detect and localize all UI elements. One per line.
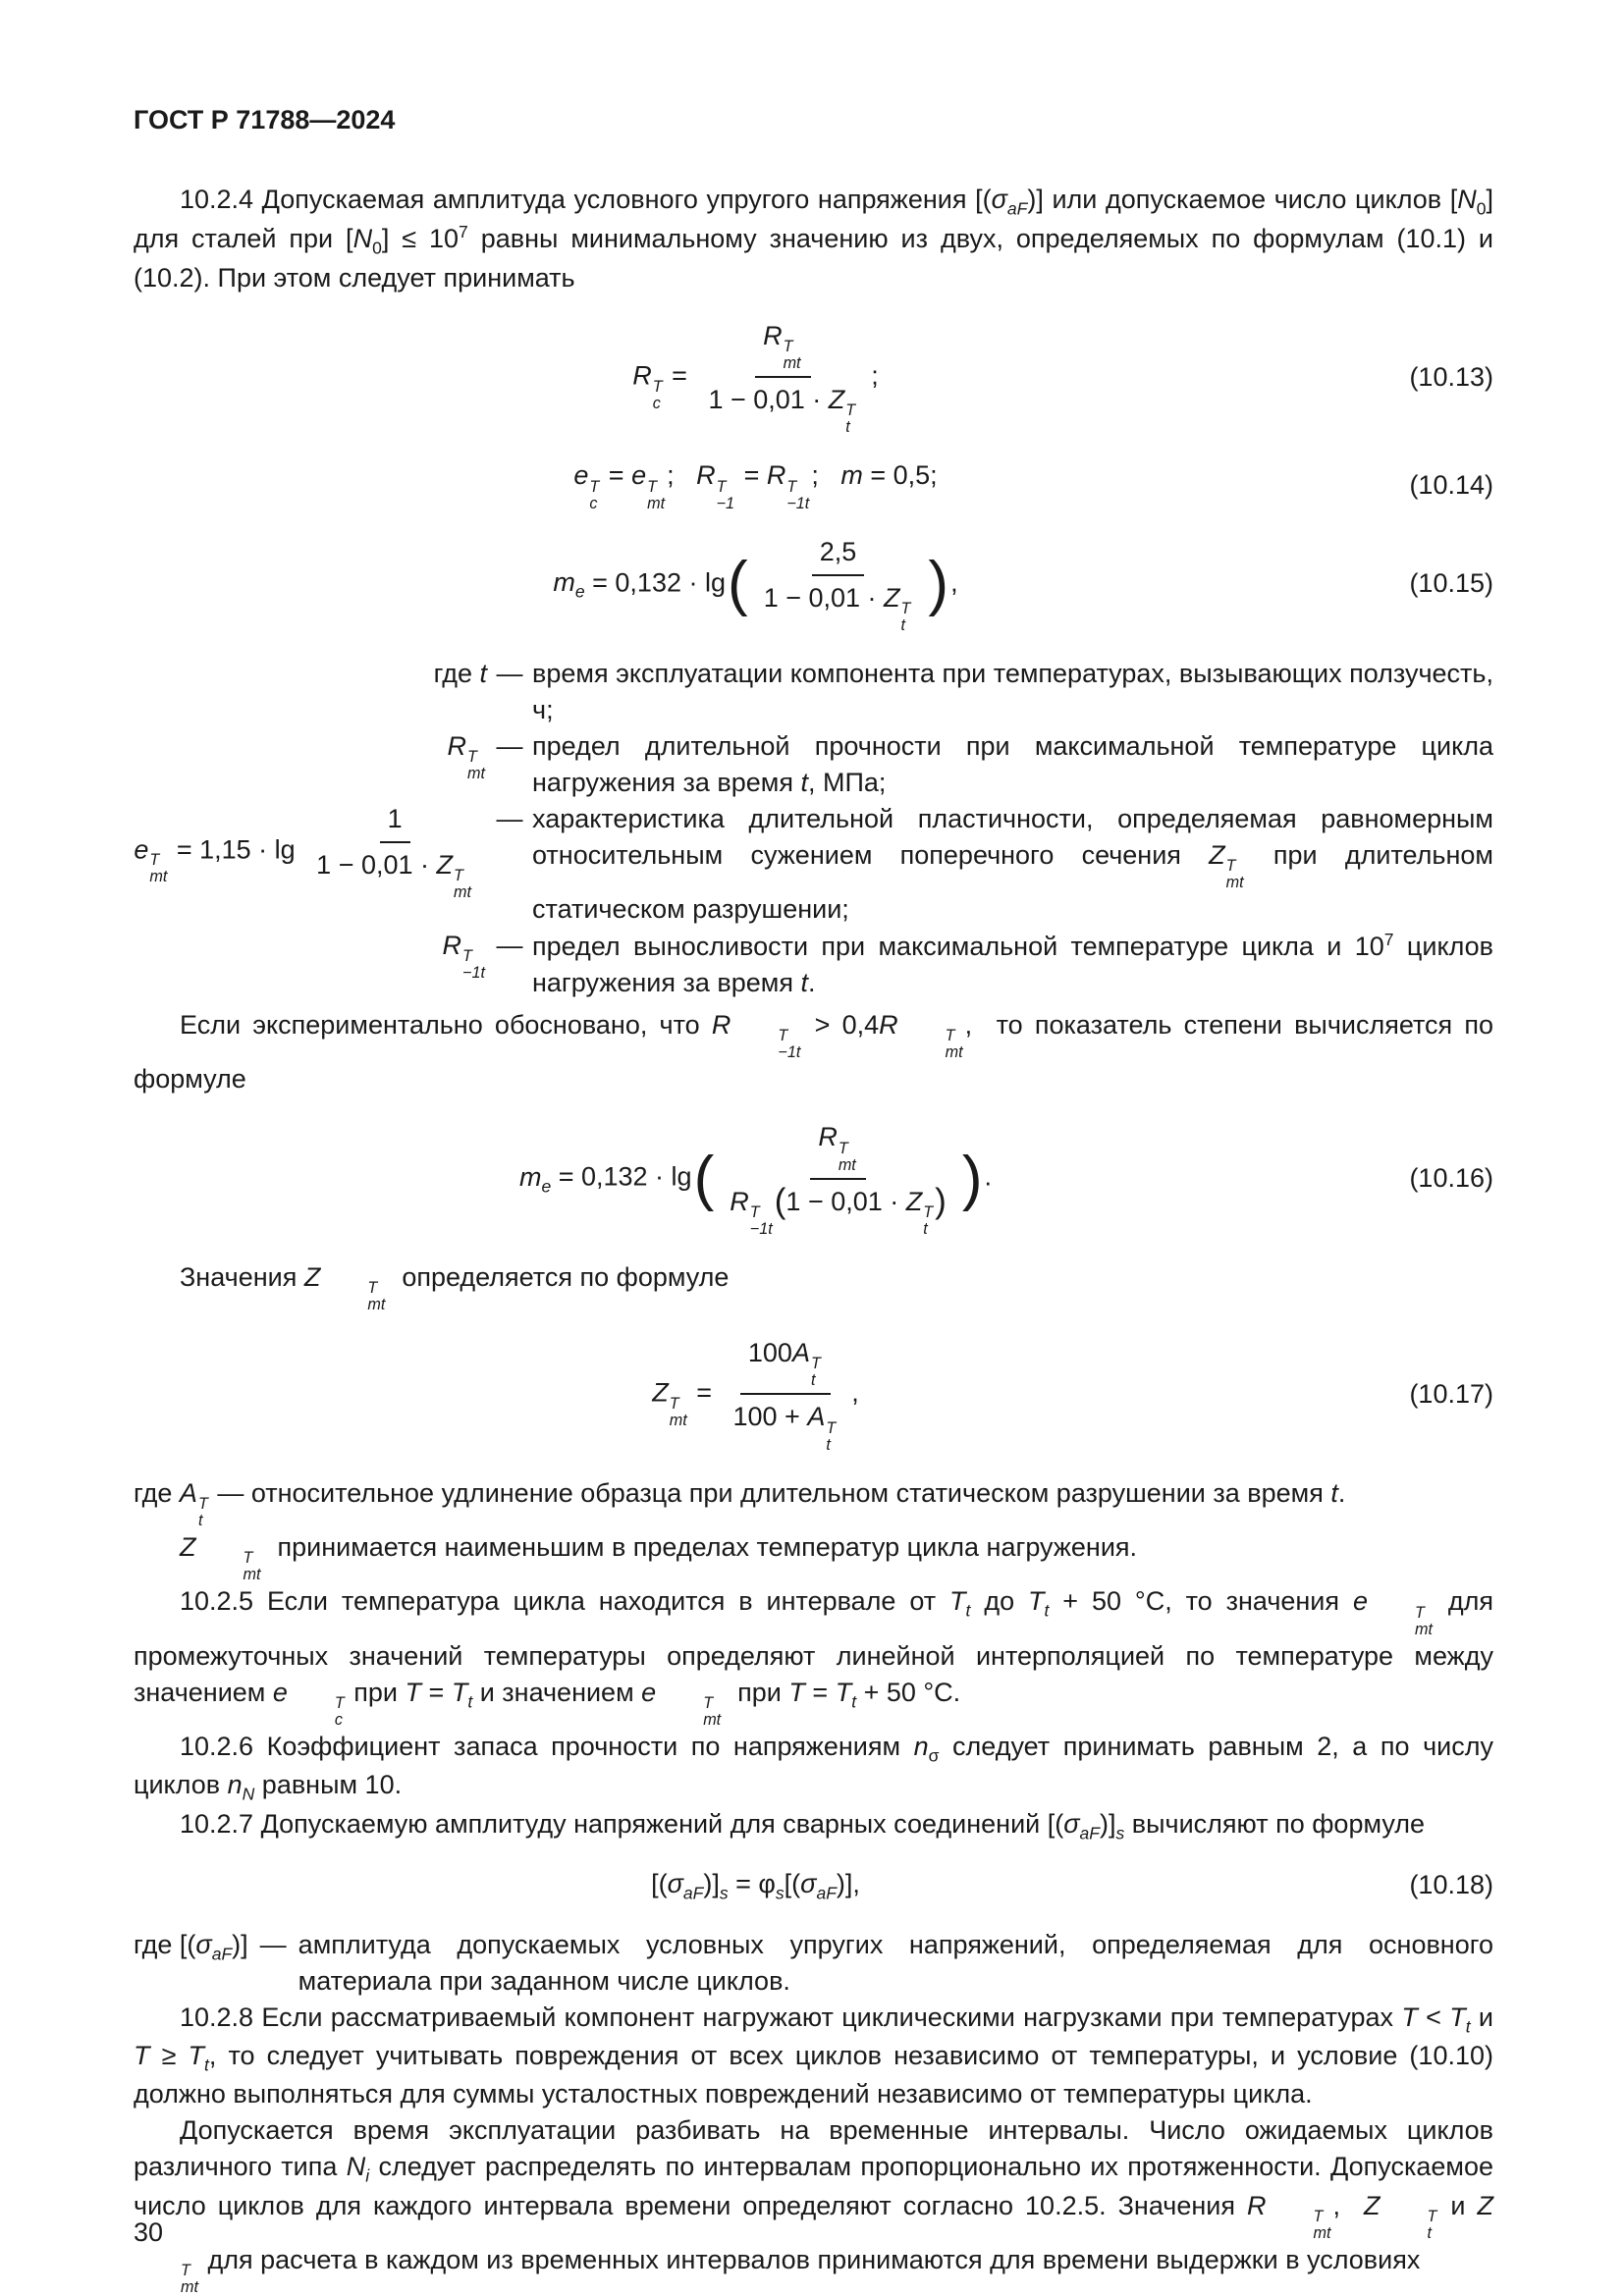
- definition-term: e T mt = 1,15 · lg 1 1 − 0,01 · Z T mt: [134, 801, 487, 901]
- document-header: ГОСТ Р 71788—2024: [134, 105, 396, 134]
- definition-dash: —: [259, 1929, 287, 1959]
- definition-text: предел длительной прочности при максимальной температуре цикла нагружения за время t, МПа;: [532, 730, 1493, 797]
- definition-row-rmt: [134, 728, 1493, 801]
- definition-row-r1t: [134, 928, 1493, 1001]
- formula-10-15: $m_e = 0,132 \cdot \lg$( 2,5 1 − 0,01 · Z T t ),: [134, 534, 1378, 634]
- formula-10-17: Z T mt = 100A T t 100 + A T t ,: [134, 1335, 1378, 1454]
- equation-number-10-13: (10.13): [1409, 361, 1493, 392]
- definition-term: где $[(\sigma_{aF})]$: [134, 1929, 248, 1963]
- paragraph-gde-at: где A T t — относительное удлинение образца при длительном статическом разрушении за время t.: [134, 1477, 1346, 1530]
- page-number: 30: [134, 2217, 164, 2248]
- paragraph-final: Допускается время эксплуатации разбивать на временные интервалы. Число ожидаемых циклов различного типа $N_i$ следует распределять по интервалам пропорционально их протяженности. Допускаемое число циклов для каждого интервала времени определяют согласно 10.2.5. Значения R T mt , Z T t и Z T mt для расчета в каждом из временных интервалов принимаются для времени выдержки в условиях: [134, 2115, 1493, 2296]
- definition-text: амплитуда допускаемых условных упругих напряжений, определяемая для основного материала при заданном числе циклов.: [298, 1929, 1493, 1996]
- formula-10-16: $m_e = 0,132 \cdot \lg$( R T mt R T −1t (1 − 0,01 · Z T t ) ).: [134, 1119, 1378, 1238]
- paragraph-10-2-8: 10.2.8 Если рассматриваемый компонент нагружают циклическими нагрузками при температурах $T < T_t$ и $T \ge T_t$, то следует учитывать повреждения от всех циклов независимо от температуры, и условие (10.10) должно выполняться для суммы усталостных повреждений независимо от температуры цикла.: [134, 2002, 1493, 2109]
- equation-number-10-18: (10.18): [1409, 1870, 1493, 1900]
- definition-row-t: [134, 656, 1493, 728]
- paragraph-10-2-7: 10.2.7 Допускаемую амплитуду напряжений для сварных соединений $[(\sigma_{aF})]_s$ вычисляют по формуле: [180, 1808, 1426, 1843]
- paragraph-10-2-4: 10.2.4 Допускаемая амплитуда условного упругого напряжения $[(\sigma_{aF})]$ или допускаемое число циклов $[N_0]$ для сталей при $[N_0] \le 10^7$ равны минимальному значению из двух, определяемых по формулам (10.1) и (10.2). При этом следует принимать: [134, 184, 1494, 293]
- definition-list: [134, 656, 1493, 1001]
- paragraph-10-2-5: 10.2.5 Если температура цикла находится в интервале от $T_t$ до $T_t + 50$ °C, то значения e T mt для промежуточных значений температуры определяют линейной интерполяцией по температуре между значением e T c при $T = T_t$ и значением e T mt при $T = T_t + 50$ °C.: [134, 1586, 1493, 1729]
- equation-row-10-18: [134, 1866, 1493, 1904]
- equation-number-10-16: (10.16): [1409, 1163, 1493, 1194]
- paragraph-if-condition: Если экспериментально обосновано, что R T −1t > 0,4R T mt , то показатель степени вычисляется по формуле: [134, 1010, 1494, 1095]
- definition-dash: —: [496, 931, 523, 961]
- definition-term: где t: [433, 658, 487, 688]
- equation-number-10-14: (10.14): [1409, 469, 1493, 500]
- equation-row-10-16: [134, 1119, 1493, 1238]
- equation-row-10-14: [134, 457, 1493, 511]
- equation-row-10-15: [134, 534, 1493, 634]
- definition-term: R T −1t: [442, 931, 485, 983]
- definition-dash: —: [496, 803, 523, 833]
- equation-row-10-17: [134, 1335, 1493, 1454]
- equation-number-10-15: (10.15): [1409, 568, 1493, 599]
- equation-number-10-17: (10.17): [1409, 1378, 1493, 1409]
- paragraph-znacheniya: Значения Z T mt определяется по формуле: [180, 1261, 730, 1314]
- definition-text: характеристика длительной пластичности, определяемая равномерным относительным сужением поперечного сечения Z T mt при длительном статическом разрушении;: [532, 803, 1493, 925]
- definition-dash: —: [496, 730, 523, 761]
- definition-row-sigma: [134, 1927, 1493, 2000]
- equation-row-10-13: [134, 318, 1493, 437]
- definition-dash: —: [496, 658, 523, 688]
- formula-10-14: e T c = e T mt ; R T −1 = R T −1t ; m = 0,5;: [573, 460, 938, 512]
- formula-10-18: $[(\sigma_{aF})]_s = \varphi_s[(\sigma_{aF})]$,: [651, 1869, 860, 1903]
- definition-term: R T mt: [447, 730, 485, 783]
- definition-text: предел выносливости при максимальной температуре цикла и $10^7$ циклов нагружения за время t.: [532, 930, 1493, 998]
- definition-text: время эксплуатации компонента при температурах, вызывающих ползучесть, ч;: [532, 658, 1493, 724]
- paragraph-10-2-6: 10.2.6 Коэффициент запаса прочности по напряжениям $n_\sigma$ следует принимать равным 2, а по числу циклов $n_N$ равным 10.: [134, 1731, 1493, 1804]
- definition-row-emt: [134, 801, 1493, 928]
- paragraph-zmt: Z T mt принимается наименьшим в пределах температур цикла нагружения.: [180, 1532, 1138, 1584]
- formula-10-13: R T c = R T mt 1 − 0,01 · Z T t ;: [134, 318, 1378, 437]
